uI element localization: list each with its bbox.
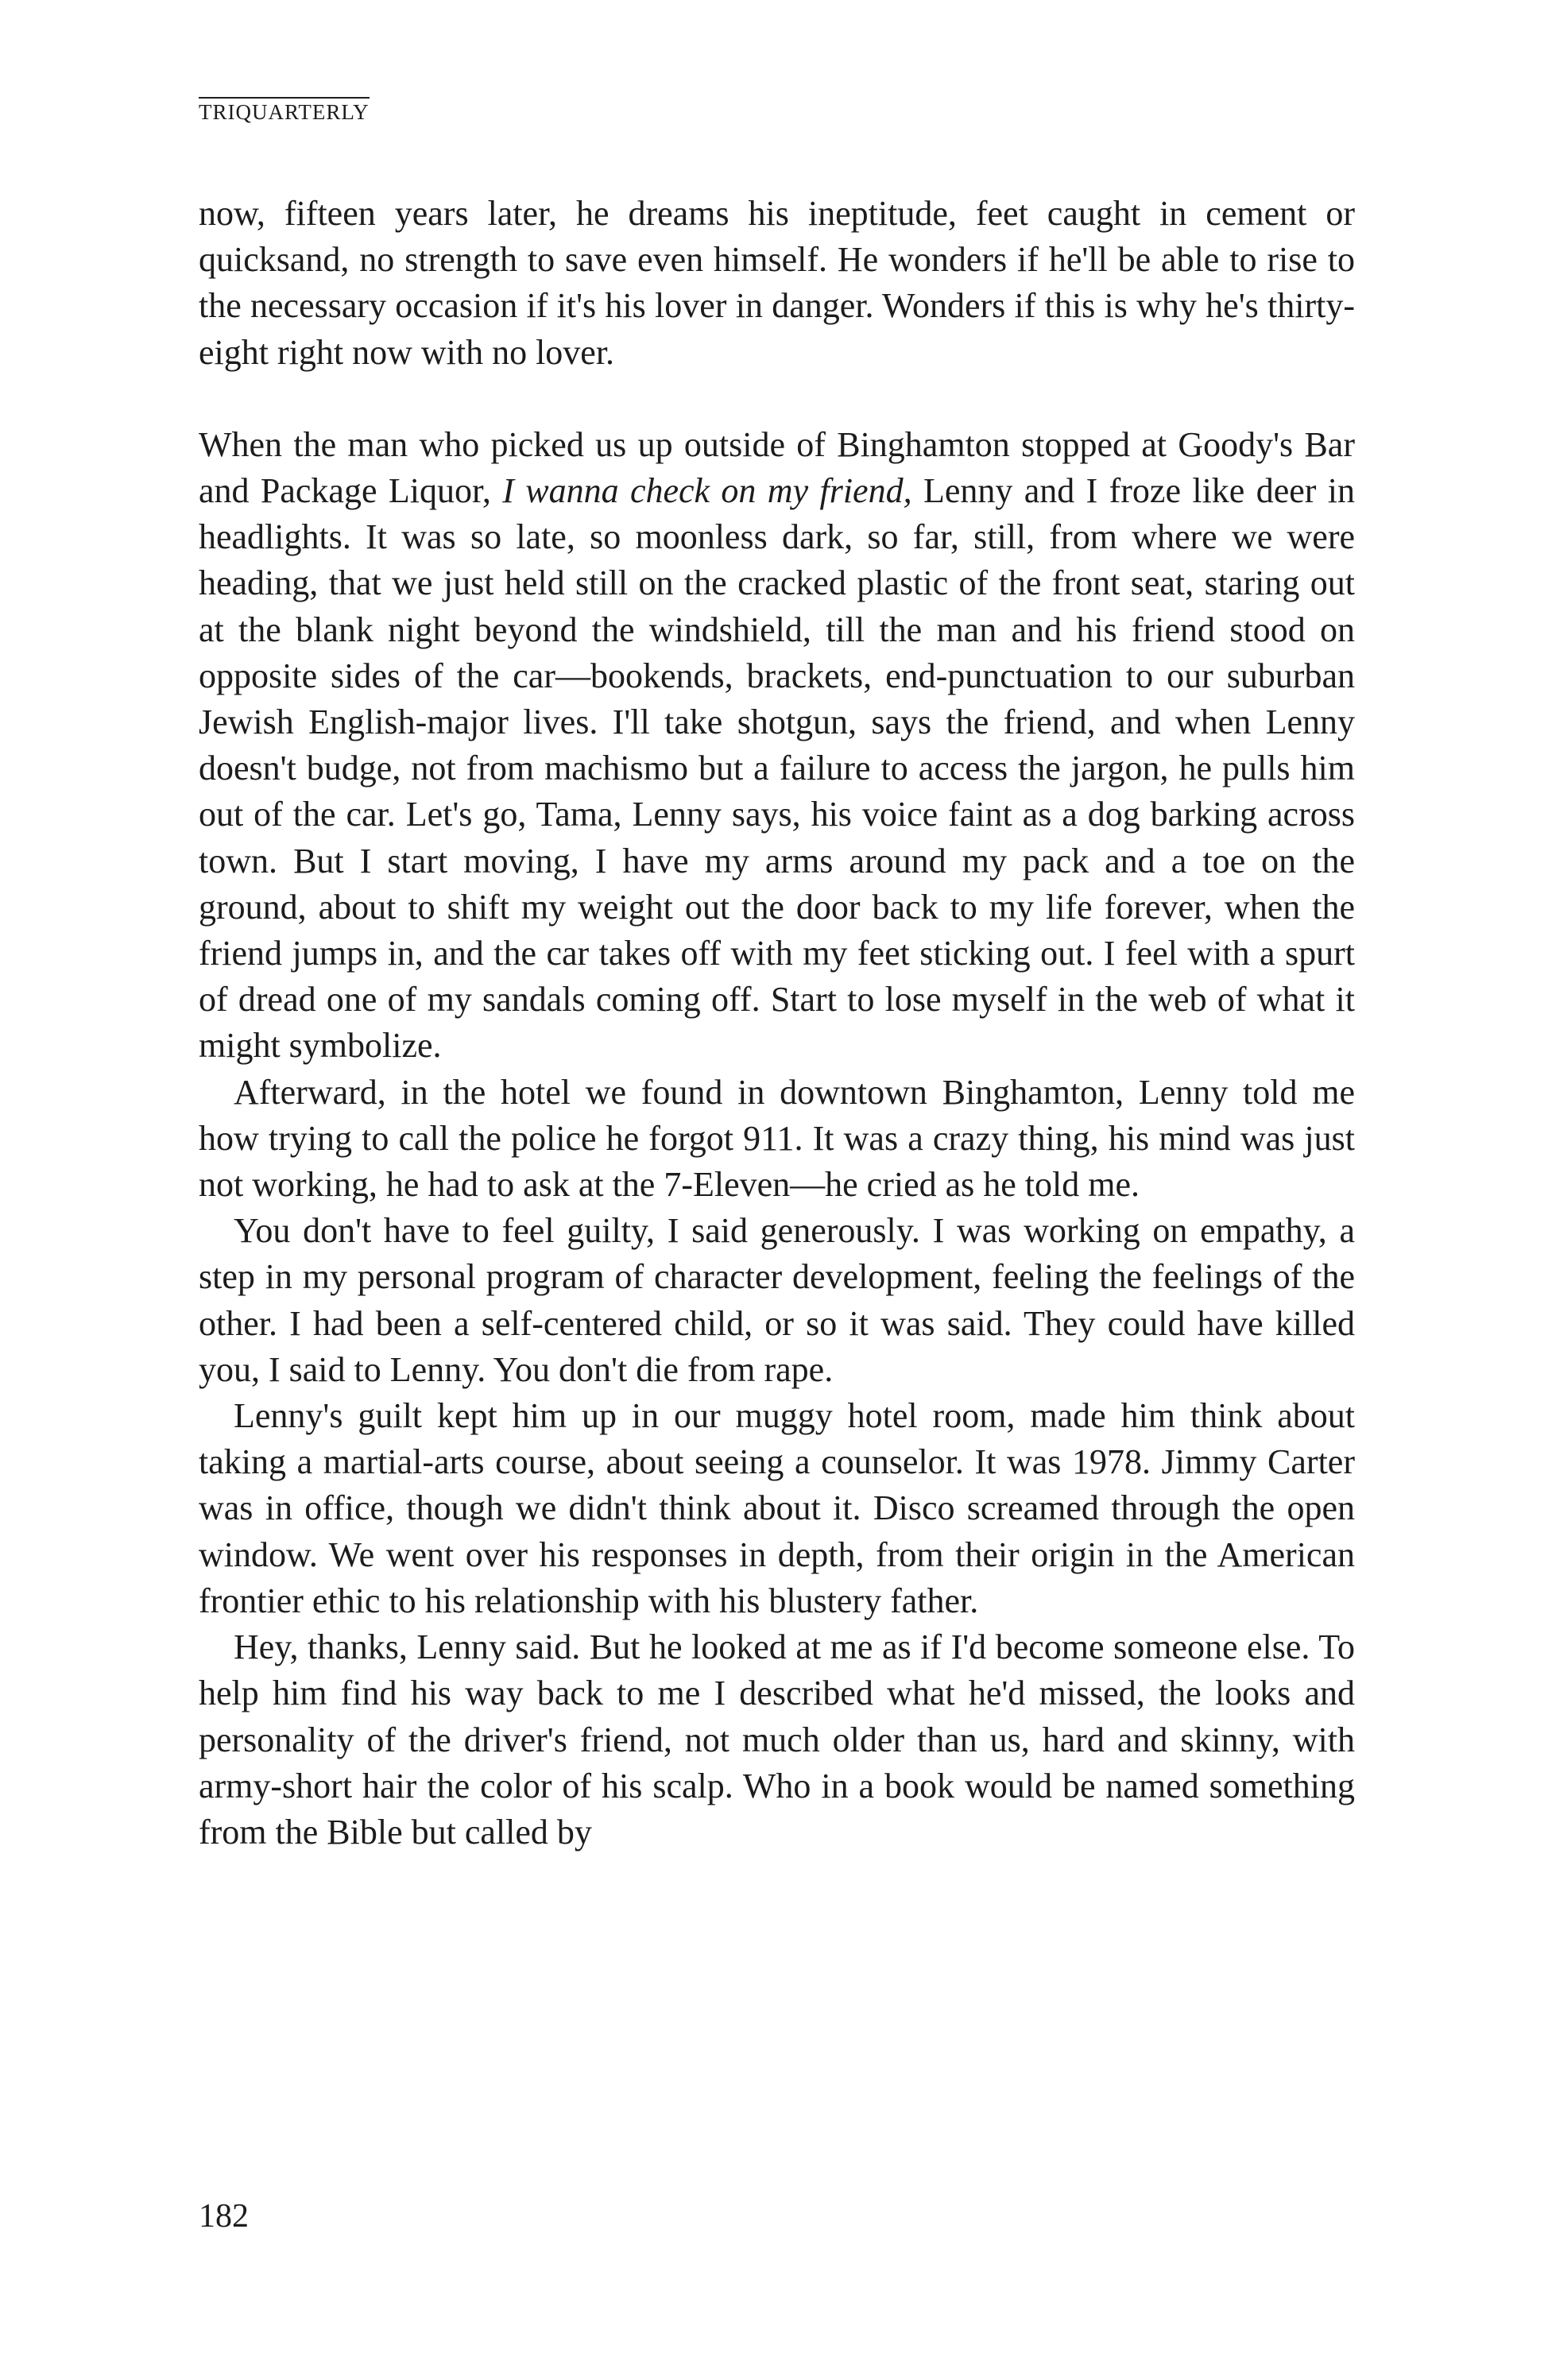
paragraph-text: When the man who picked us up outside of Binghamton stopped at Goody's Bar and Package Liquor, (199, 424, 1355, 511)
running-head: TRIQUARTERLY (199, 97, 370, 123)
paragraph-section-start (199, 422, 1355, 1070)
paragraph: Lenny's guilt kept him up in our muggy hotel room, made him think about taking a martial-arts course, about seeing a counselor. It was 1978. Jimmy Carter was in office, though we didn't think about it. Disco screamed through the open window. We went over his responses in depth, from their origin in the American frontier ethic to his relationship with his blustery father. (199, 1396, 1355, 1620)
paragraph: Afterward, in the hotel we found in downtown Binghamton, Lenny told me how trying to call the police he forgot 911. It was a crazy thing, his mind was just not working, he had to ask at the 7-Eleven—he cried as he told me. (199, 1072, 1355, 1205)
paragraph: You don't have to feel guilty, I said generously. I was working on empathy, a step in my personal program of character development, feeling the feelings of the other. I had been a self-centered child, or so it was said. They could have killed you, I said to Lenny. You don't die from rape. (199, 1211, 1355, 1389)
paragraph: Hey, thanks, Lenny said. But he looked at me as if I'd become someone else. To help him find his way back to me I described what he'd missed, the looks and personality of the driver's friend, not much older than us, hard and skinny, with army-short hair the color of his scalp. Who in a book would be named something from the Bible but called by (199, 1627, 1355, 1852)
italic-quote: I wanna check on my friend, (502, 471, 912, 511)
body-text (199, 191, 1355, 1856)
paragraph-text: Lenny and I froze like deer in headlights. It was so late, so moonless dark, so far, still, from where we were heading, that we just held still on the cracked plastic of the front seat, staring out at the blank night beyond the windshield, till the man and his friend stood on opposite sides of the car—bookends, brackets, end-punctuation to our suburban Jewish English-major lives. I'll take shotgun, says the friend, and when Lenny doesn't budge, not from machismo but a failure to access the jargon, he pulls him out of the car. Let's go, Tama, Lenny says, his voice faint as a dog barking across town. But I start moving, I have my arms around my pack and a toe on the ground, about to shift my weight out the door back to my life forever, when the friend jumps in, and the car takes off with my feet sticking out. I feel with a spurt of dread one of my sandals coming off. Start to lose myself in the web of what it might symbolize. (199, 471, 1356, 1066)
paragraph-continued: now, fifteen years later, he dreams his ineptitude, feet caught in cement or quicksand, no strength to save even himself. He wonders if he'll be able to rise to the necessary occasion if it's his lover in danger. Wonders if this is why he's thirty-eight right now with no lover. (199, 194, 1355, 372)
page-number: 182 (199, 2198, 249, 2235)
